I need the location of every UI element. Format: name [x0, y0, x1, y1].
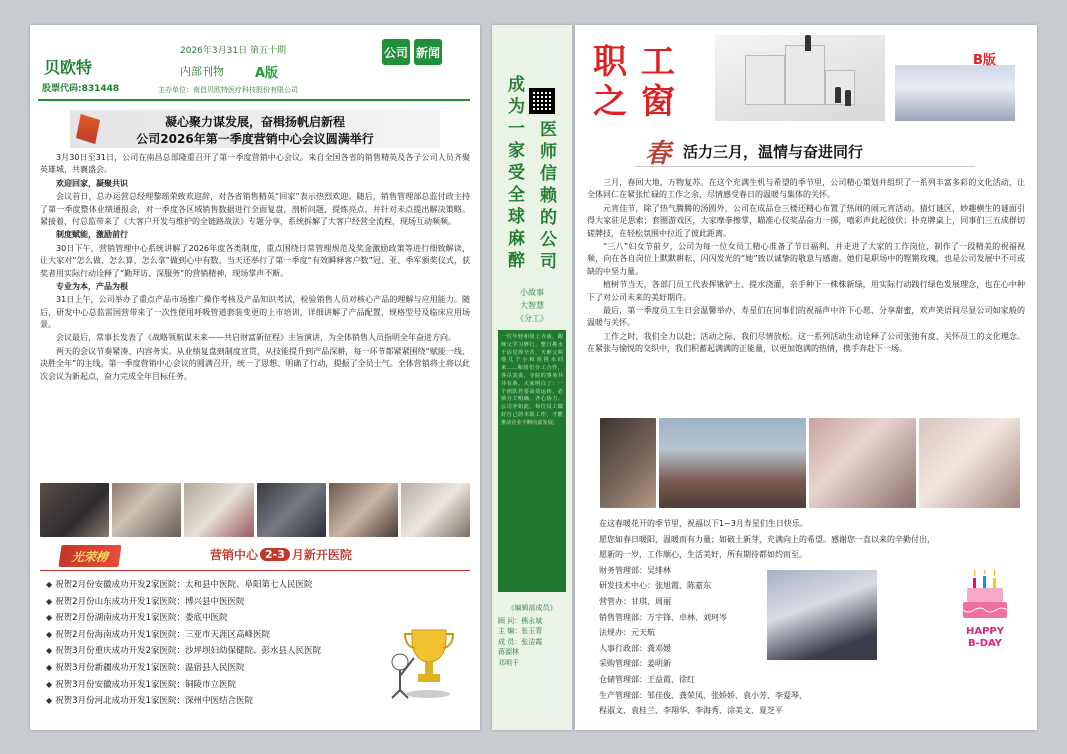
- editorial-title: 《编辑部成员》: [507, 604, 557, 612]
- header-illustration: [715, 35, 885, 121]
- article-paragraph: 元宵佳节，除了热气腾腾的汤圆外，公司在成品仓三楼还精心布置了热闹的闹元宵活动。猜灯谜区，妙趣横生的谜面引得大家驻足思索；套圈游戏区，大家摩拳擦掌，瞄准心仪奖品奋力一掷，嘻彩声此起彼伏；扑克牌桌上，同事们三五成群切磋牌技，在轻松氛围中拉近了彼此距离。: [587, 203, 1025, 238]
- honor-item: ◆ 祝贺3月份新疆成功开发1家医院：温宿县人民医院: [46, 660, 376, 677]
- birthday-line: 销售管理部：万宇锋、卓林、刘珂岑: [599, 612, 727, 622]
- article-paragraph: 三月，春回大地，万物复苏。在这个充满生机与希望的季节里，公司精心策划并组织了一系列丰富多彩的文化活动，让全体同仁在紧张忙碌的工作之余，尽情感受春日的温暖与集体的关怀。: [587, 178, 1025, 200]
- story-label: [502, 287, 562, 325]
- badge-news: 新闻: [414, 39, 442, 65]
- bullet-icon: ◆: [46, 679, 53, 689]
- center-strip: [492, 25, 572, 730]
- meeting-photo: [112, 483, 181, 537]
- honor-item: ◆ 祝贺3月份河北成功开发1家医院：深州中医结合医院: [46, 693, 376, 710]
- company-logo: 贝欧特: [44, 58, 93, 77]
- bullet-icon: ◆: [46, 613, 53, 623]
- honor-item: ◆ 祝贺3月份重庆成功开发2家医院：沙坪坝妇幼保健院、彭水县人民医院: [46, 643, 376, 660]
- honor-title-pre: 营销中心: [210, 548, 259, 562]
- story-label-2: 大智慧: [520, 300, 544, 310]
- headline-line1: 凝心聚力谋发展，奋楫扬帆启新程: [164, 115, 345, 129]
- story-label-1: 小故事: [520, 288, 544, 297]
- bullet-icon: ◆: [46, 662, 53, 672]
- article-subheading: 制度赋能，激励前行: [56, 230, 128, 240]
- honor-item: ◆ 祝贺2月份湖南成功开发1家医院：娄底中医院: [46, 610, 376, 627]
- meeting-photo: [329, 483, 398, 537]
- editor-line: 主 编：张玉青: [498, 627, 543, 635]
- column-char: 工: [641, 42, 675, 82]
- birthday-line: 生产管理部：邹佳俊、龚荣凤、张娇娇、袁小芳、李爱琴、: [599, 690, 807, 700]
- article-paragraph: 会议最后，常事长发表了《战略领航谋未来——共启财富新征程》主旨演讲，为全体销售人员指明全年奋进方向。: [56, 333, 456, 343]
- editorial-board: [498, 603, 566, 668]
- meeting-photo: [40, 483, 109, 537]
- story-text: 一位年轻和尚上寺庙，跟师父学习修行，整日挑水干活觉得辛苦，天师父叫他几个小和尚挑水回来……和尚们分工合作，各尽其责，寺院的事务井井有条。大家明白了：一个团队若要高效运转，必须分工明确、齐心协力。公司亦如此，每位员工做好自己的本职工作，才能推动企业不断向前发展。: [498, 330, 566, 592]
- birthday-line: 仓储管理部：王益霞、徐红: [599, 674, 695, 684]
- trophy-icon: [382, 610, 462, 700]
- birthday-cake-icon: [955, 570, 1015, 650]
- column-char: 之: [593, 82, 627, 122]
- birthday-line: 法规办：元天航: [599, 628, 655, 638]
- meeting-photo: [401, 483, 470, 537]
- article-paragraph: 最后，第一季度员工生日会温馨举办，寿星们在同事们的祝福声中许下心愿、分享甜蜜，欢声笑语间尽显公司如家般的温暖与关怀。: [587, 305, 1025, 328]
- article-subheading: 欢迎回家，凝聚共识: [56, 178, 128, 188]
- article-paragraph: 3月30日至31日，公司在南昌总部隆重召开了第一季度营销中心会议。来自全国各省的销售精英及各子公司人员齐聚英雄城，共襄盛会。: [40, 153, 470, 175]
- article-headline: [635, 133, 975, 167]
- page-a: [30, 25, 480, 730]
- story-label-3: 《分工》: [516, 313, 548, 323]
- editor-line: 成 员：张洁霞: [498, 637, 543, 646]
- badge-company: 公司: [382, 39, 410, 65]
- honor-divider: [40, 570, 470, 571]
- article-paragraph: 工作之时，我们全力以赴；活动之际，我们尽情放松。这一系列活动生动诠释了公司张弛有度、关怀员工的文化理念。在紧张与愉悦的交织中，我们积蓄起满满的正能量，以更加饱满的热情，携手奔赴下一场。: [587, 331, 1025, 354]
- headline-line2: 公司2026年第一季度营销中心会议圆满举行: [136, 132, 374, 146]
- culture-article: [587, 177, 1025, 356]
- honor-item: ◆ 祝贺3月份安徽成功开发1家医院：铜陵市立医院: [46, 677, 376, 694]
- stock-code: 股票代码:831448: [42, 84, 120, 94]
- article-paragraph: 植树节当天，各部门员工代表挥锹铲土、提水浇灌，亲手种下一株株新绿，用实际行动践行绿色发展理念，也在心中种下了对公司未来的美好期许。: [587, 280, 1025, 302]
- sponsor: 主办单位：南昌贝欧特医疗科技股份有限公司: [158, 86, 298, 94]
- honor-banner: 光荣榜: [58, 545, 121, 567]
- bullet-icon: ◆: [46, 629, 53, 639]
- issue-date: 2026年3月31日 第五十期: [180, 46, 286, 56]
- internal-label: 内部刊物: [180, 65, 224, 78]
- meeting-photos: [40, 483, 470, 537]
- activity-photo: [809, 418, 916, 508]
- column-char: 窗: [641, 82, 675, 122]
- version-label: B版: [973, 53, 996, 68]
- honor-title: [210, 546, 352, 563]
- activity-photo: [659, 418, 806, 508]
- bullet-icon: ◆: [46, 696, 53, 706]
- building-photo: [895, 65, 1015, 121]
- activity-photo: [600, 418, 656, 508]
- birthday-line: 财务管理部：吴绯林: [599, 565, 671, 575]
- header-divider: [38, 99, 470, 101]
- birthday-group-photo: [767, 570, 877, 660]
- slogan-line2: 医师信赖的公司: [536, 120, 556, 274]
- qr-code-icon: [529, 88, 555, 114]
- meeting-article: [40, 152, 470, 384]
- headline-text: 活力三月，温情与奋进同行: [683, 143, 864, 161]
- column-char: 职: [593, 42, 627, 82]
- activity-photo: [919, 418, 1020, 508]
- birthday-line: 人事行政部：龚邓媛: [599, 643, 671, 653]
- birthday-line: 愿新的一岁，工作顺心，生活美好，所有期待都如约而至。: [599, 550, 807, 560]
- honor-item: ◆ 祝贺2月份海南成功开发1家医院：三亚市天涯区高峰医院: [46, 627, 376, 644]
- bday-text: B-DAY: [967, 638, 1003, 649]
- honor-title-post: 月新开医院: [291, 548, 352, 562]
- honor-list: [46, 577, 376, 710]
- birthday-line: 营管办：甘琪、周丽: [599, 596, 671, 606]
- birthday-line: 愿您如春日暖阳，温暖而有力量；如破土新芽，充满向上的希望。感谢您一直以来的辛勤付出，: [599, 534, 935, 544]
- headline-box: [70, 110, 440, 148]
- honor-item: ◆ 祝贺2月份山东成功开发1家医院：博兴县中医医院: [46, 594, 376, 611]
- article-paragraph: 30日下午，营销管理中心系统讲解了2026年度各类制度，重点围绕日常管理规范及奖金激励政策等进行细致解读，让大家对“怎么做、怎么算、怎么拿”做到心中有数。当天还举行了第一季度“有效瞬释客户数”冠、亚、季军颁奖仪式，获奖者用实际行动诠释了“勤拜访、深服务”的营销精神，现场掌声不断。: [40, 243, 470, 278]
- article-paragraph: 会议首日，总办运营总经理黎瑶荣致欢迎辞，对各省销售精英“回家”表示热烈欢迎。随后，销售管理部总监付政主持了第一季度整体业绩通报会，对一季度各区域销售数据进行全面复盘，剖析问题、提炼亮点，并针对未点提出解决策略。紧接着，付总监带来了《大客户开发与维护的全链路战法》专题分享，系统拆解了大客户经营全流程，现场互动频频。: [40, 192, 470, 226]
- editor-line: 顾 问：熊永斌: [498, 616, 543, 625]
- bullet-icon: ◆: [46, 646, 53, 656]
- birthday-line: 程淑文、袁桂兰、李翔华、李海秀、涂美文、夏芝平: [599, 706, 783, 716]
- article-paragraph: 31日上午，公司举办了重点产品市场推广操作考核及产品知识考试，检验销售人员对核心产品的理解与应用能力。随后，研发中心总监雷国营带来了一次性使用呼吸管道套装变更的上市培训，详细讲解了产品配置、规格型号及临床应用场景。: [40, 295, 470, 330]
- birthday-line: 在这春暖花开的季节里，祝福以下1~3月寿星们生日快乐。: [599, 519, 808, 528]
- bullet-icon: ◆: [46, 596, 53, 606]
- article-paragraph: “三八”妇女节前夕，公司为每一位女员工精心准备了节日福利，并走进了大家的工作岗位，制作了一段精美的祝福视频，向在各自岗位上默默耕耘、闪闪发光的“她”致以诚挚的敬意与感谢。她们是职场中的铿锵玫瑰，也是公司发展中不可或缺的中坚力量。: [587, 241, 1025, 276]
- bullet-icon: ◆: [46, 580, 53, 589]
- editor-line: 邓明千: [498, 658, 519, 667]
- honor-title-pill: 2-3: [260, 548, 290, 561]
- meeting-photo: [184, 483, 253, 537]
- editor-line: 蒋源林: [498, 648, 519, 656]
- birthday-line: 研发技术中心：张旭霞、陈嘉东: [599, 581, 711, 591]
- happy-text: HAPPY: [965, 626, 1005, 637]
- slogan-line1: 成为一家受全球麻醉: [504, 75, 524, 273]
- article-paragraph: 两天的会议节奏紧凑、内容务实。从业绩复盘到制度宣贯，从技能提升到产品深耕，每一环节都紧紧围绕“赋能一线、决胜全年”的主线。第一季度营销中心会议的圆满召开，统一了思想、明确了行动，提振了全员士气。全体营销将士将以此次会议为新起点，奋力完成全年目标任务。: [40, 346, 470, 381]
- spring-character: 春: [645, 139, 672, 169]
- page-b: [575, 25, 1037, 730]
- article-subheading: 专业为本，产品为根: [56, 281, 128, 291]
- activity-photos: [600, 418, 1020, 508]
- meeting-photo: [257, 483, 326, 537]
- version-label: A版: [255, 66, 279, 81]
- birthday-line: 采购管理部：姜明新: [599, 659, 671, 669]
- honor-item: ◆ 祝贺2月份安徽成功开发2家医院：太和县中医院、阜阳第七人民医院: [46, 577, 376, 594]
